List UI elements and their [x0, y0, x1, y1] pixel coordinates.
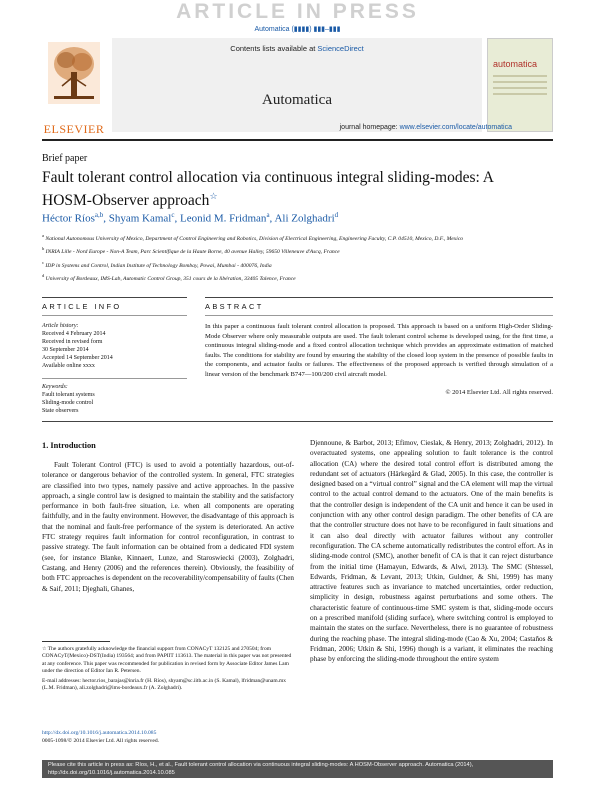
doi-block [42, 730, 294, 745]
journal-issue-text: Automatica (▮▮▮▮) ▮▮▮–▮▮▮ [254, 26, 341, 33]
affiliation [42, 232, 553, 243]
banner-text: ARTICLE IN PRESS [176, 0, 419, 23]
email-footnote: E-mail addresses: hector.rios_barajas@inria.fr (H. Ríos), shyam@sc.iitb.ac.in (S. Kamal), lfridman@unam.mx (L.M. Fridman), ali.zolghadri@ims-bordeaux.fr (A. Zolghadri). [42, 677, 286, 692]
issn-line: 0005-1098/© 2014 Elsevier Ltd. All rights reserved. [42, 737, 160, 744]
article-info-heading: ARTICLE INFO [42, 302, 122, 311]
author-name[interactable]: Leonid M. Fridman [179, 212, 267, 225]
affiliation-mark: c [42, 259, 44, 265]
author-affil-mark[interactable]: a,b [94, 211, 104, 219]
history-item: Accepted 14 September 2014 [42, 355, 113, 361]
title-footnote-mark[interactable]: ☆ [209, 191, 218, 201]
header-divider [42, 139, 553, 141]
affiliation-mark: d [42, 272, 45, 278]
elsevier-logo[interactable] [42, 38, 106, 136]
homepage-link[interactable]: www.elsevier.com/locate/automatica [399, 124, 512, 131]
abstract-sub-rule [205, 315, 553, 316]
funding-footnote [42, 646, 294, 676]
info-mid-rule [42, 378, 187, 379]
intro-paragraph: Djennoune, & Barbot, 2013; Efimov, Cieslak, & Henry, 2013; Zolghadri, 2012). In overactuated systems, one appealing solution to fault tolerance is the control allocation (CA) where the desired total control effort is distributed among the redundant set of actuators (Härkegård & Glad, 2005). In this case, the controller is designed based on a “virtual control” signal and the CA element will map the virtual control to the actual control demand to the actuators. One of the main benefits is that the controller design is independent of the CA unit and hence it can be used in conjunction with any other control design paradigm. The other benefits of CA are that the controller structure does not have to be reconfigured in fault situations and it can also deal directly with actuator failures without any controller reconfiguration. The CA scheme automatically redistributes the control effort. As in sliding-mode control (SMC), another benefit of CA is that it can reject disturbance from the initial time (Hamayun, Edwards, & Alwi, 2013). The SMC (Shtessel, Edwards, Fridman, & Levant, 2013; Utkin, Guldner, & Shi, 1999) has many attractive features such as invariance to matched uncertainties, order reduction, simplicity in design, robustness against perturbations and some others. The characteristic feature of continuous-time SMC system is that, sliding-mode occurs on a prescribed manifold (sliding surface), where switching control is employed to maintain the states on the surface. Nevertheless, there is no guarantee of robustness during the reaching phase. The integral sliding-mode (Cao & Xu, 2004; Castaños & Fridman, 2006; Utkin & Shi, 1996) though is a variant, it eliminates the reaching phase by enforcing the sliding-mode throughout the entire system [310, 439, 553, 664]
abstract-bottom-rule [42, 421, 553, 422]
cover-stripe [493, 93, 547, 95]
info-sub-rule [42, 315, 187, 316]
keyword-item: Fault tolerant systems [42, 392, 95, 398]
citation-bar: Please cite this article in press as: Ríos, H., et al., Fault tolerant control allocation via continuous integral sliding-modes: A HOSM-Observer approach. Automatica (2014), http://dx.doi.org/10.1016/j.automatica.2014.10.085 [42, 760, 553, 778]
author-list: Héctor Ríos$^{a,b}$, Shyam Kamal$^c$, Leonid M. Fridman$^a$, Ali Zolghadri$^d$ [42, 211, 339, 225]
affiliations [42, 232, 553, 285]
history-item: Received 4 February 2014 [42, 331, 106, 337]
journal-name: Automatica [262, 92, 332, 108]
article-type: Brief paper [42, 153, 88, 164]
abstract-heading: ABSTRACT [205, 302, 264, 311]
journal-header [42, 38, 553, 136]
affiliation-text: National Autonomous University of Mexico, Department of Control Engineering and Robotics, Division of Electrical Engineering, Engineering Faculty, C.P. 04510, Mexico, D.F., Mexico [45, 235, 464, 242]
cover-title: automatica [493, 59, 538, 69]
affiliation-text: INRIA Lille - Nord Europe - Non-A Team, Parc Scientifique de la Haute Borne, 40 avenue Halley, 59650 Villeneuve d'Ascq, France [45, 249, 340, 256]
keyword-item: State observers [42, 408, 79, 414]
footnotes [42, 646, 294, 694]
history-item: Available online xxxx [42, 363, 95, 369]
abstract-copyright: © 2014 Elsevier Ltd. All rights reserved. [445, 389, 553, 396]
author-affil-mark[interactable]: a [266, 211, 270, 219]
footnote-star: ☆ [42, 647, 47, 652]
elsevier-wordmark: ELSEVIER [43, 122, 105, 136]
article-history [42, 322, 187, 370]
intro-left-column [42, 460, 294, 594]
article-in-press-banner [0, 0, 595, 23]
article-title-text: Fault tolerant control allocation via continuous integral sliding-modes: A HOSM-Observer approach [42, 169, 494, 210]
author-name[interactable]: Ali Zolghadri [274, 212, 335, 225]
keyword-item: Sliding-mode control [42, 400, 94, 406]
history-item: Received in revised form [42, 339, 103, 345]
affiliation [42, 259, 553, 270]
cover-stripe [493, 87, 547, 89]
cover-stripe [493, 75, 547, 77]
funding-footnote-text: The authors gratefully acknowledge the financial support from CONACyT 132125 and 270504; from CONACyT(Mexico)-DST(India) 193564; and from PAPIIT 113613. The material in this paper was not presented at any conference. This paper was recommended for publication in revised form by Associate Editor James Lam under the direction of Editor Ian R. Petersen. [42, 646, 292, 675]
article-title [42, 169, 522, 210]
journal-title-box [112, 38, 482, 132]
homepage-prefix: journal homepage: [339, 124, 400, 131]
contents-prefix: Contents lists available at [230, 44, 318, 53]
journal-homepage-line [42, 124, 512, 131]
author-name[interactable]: Héctor Ríos [42, 212, 95, 225]
info-top-rule [42, 297, 187, 298]
section-heading-introduction: 1. Introduction [42, 441, 96, 450]
keywords-label: Keywords: [42, 384, 68, 390]
intro-paragraph: Fault Tolerant Control (FTC) is used to avoid a potentially hazardous, out-of-tolerance or dangerous behavior of the controlled system. In general, FTC strategies are classified into two types, namely passive and active approaches. In the passive approach, a single control law is designed to maintain the stability and the satisfactory performance in both fault-free situation, i.e. when all components are operating faithfully, and in the faulty environment. However, the disadvantage of this approach is that the nominal and fault-free performance of the system is deteriorated. An active FTC strategy requires fault information for control reconfiguration, in contrast to passive strategy. The fault information can be obtained from a dedicated FDI system (see, for instance Blanke, Kinnaert, Lunze, and Staroswiecki (2003), Zolghadri, Castang, and Henry (2006) and the references therein). Obviously, the feasibility of both FTC approaches is dependent on the recoverability/compensability of faults (Chen & Saif, 2011; Djeghali, Ghanes, [42, 461, 294, 593]
affiliation [42, 272, 553, 283]
author-affil-mark[interactable]: c [171, 211, 175, 219]
history-label: Article history: [42, 323, 79, 329]
abstract-top-rule [205, 297, 553, 298]
contents-line [112, 44, 482, 53]
cover-stripe [493, 81, 547, 83]
abstract-text: In this paper a continuous fault tolerant control allocation is proposed. This approach is based on a uniform High-Order Sliding-Mode Observer where only measurable outputs are used. The fault tolerant control scheme is developed using, for the first time, a continuous integral sliding-mode and a fixed control allocation technique which provides an approximate estimation of matched faults. The conditions for stability are found by ensuring the stability of the closed loop system in the presence of possible faults in the components, and actuator faults or failures. The effectiveness of the proposed approach is verified through simulation of a linear version of the benchmark B747—100/200 civil aircraft model. [205, 323, 553, 378]
affiliation [42, 245, 553, 256]
author-affil-mark[interactable]: d [334, 211, 339, 219]
author-name[interactable]: Shyam Kamal [108, 212, 172, 225]
affiliation-text: IDP in Systems and Control, Indian Institute of Technology Bombay, Powai, Mumbai - 400076, India [45, 262, 272, 269]
history-item: 30 September 2014 [42, 347, 89, 353]
sciencedirect-link[interactable]: ScienceDirect [317, 44, 364, 53]
affiliation-text: University of Bordeaux, IMS-Lab, Automatic Control Group, 351 cours de la libération, 33405 Talence, France [45, 275, 296, 282]
intro-right-column [310, 438, 553, 665]
journal-cover-thumbnail[interactable] [487, 38, 553, 132]
affiliation-mark: b [42, 246, 45, 252]
elsevier-tree-icon [48, 42, 100, 104]
journal-issue-line [0, 25, 595, 33]
keywords [42, 383, 187, 415]
footnote-rule [42, 641, 110, 642]
affiliation-mark: a [42, 233, 44, 238]
doi-link[interactable]: http://dx.doi.org/10.1016/j.automatica.2014.10.085 [42, 730, 157, 736]
